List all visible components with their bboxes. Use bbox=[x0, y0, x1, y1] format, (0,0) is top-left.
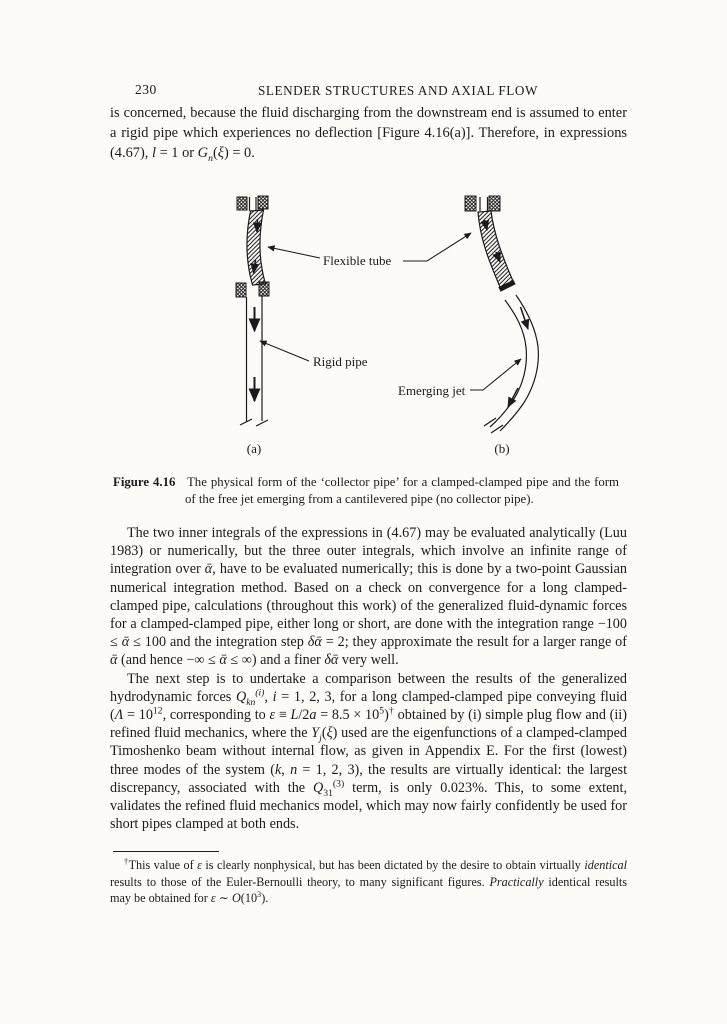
figure-drawing bbox=[110, 195, 627, 461]
footnote bbox=[110, 851, 627, 907]
clamp-block-icon bbox=[237, 197, 247, 210]
figure-annotations bbox=[260, 233, 521, 398]
footnote-text: †This value of ε is clearly nonphysical, but has been dictated by the desire to obtain virtually identical results to those of the Euler-Bernoulli theory, to many significant figures. Practically identical results may be obtained for ε ∼ $O(10^3)$. bbox=[110, 856, 628, 906]
flow-arrow-icon bbox=[257, 219, 258, 232]
clamp-block-icon bbox=[236, 283, 246, 297]
paragraph-comparison: The next step is to undertake a comparison between the results of the generalized hydrodynamic forces $Q_{kn}^{(i)}$, i = 1, 2, 3, for a long clamped-clamped pipe conveying fluid ($\Lambda = 10^{12}$, corresponding to $\varepsilon \equiv L/2a = 8.5 \times 10^5)^\dagger$ obtained by (i) simple plug flow and (ii) refined fluid mechanics, where the $Y_j(\xi)$ used are the eigenfunctions of a clamped-clamped Timoshenko beam without internal flow, as given in Appendix E. For the first (lowest) three modes of the system (k, n = 1, 2, 3), the results are virtually identical: the largest discrepancy, associated with the $Q_{31}^{(3)}$ term, is only 0.023%. This, to some extent, validates the refined fluid mechanics model, which may now fairly confidently be used for short pipes clamped at both ends. bbox=[110, 670, 628, 833]
clamp-block-icon bbox=[489, 196, 500, 211]
figure-sublabel-b: (b) bbox=[494, 441, 510, 456]
break-mark-icon bbox=[484, 418, 496, 426]
running-title: SLENDER STRUCTURES AND AXIAL FLOW bbox=[258, 82, 538, 98]
leader-arrow-icon bbox=[470, 359, 521, 390]
clamp-block-icon bbox=[258, 196, 268, 209]
leader-arrow-icon bbox=[268, 247, 320, 258]
diagram-b bbox=[465, 196, 538, 456]
leader-arrow-icon bbox=[403, 233, 471, 261]
diagram-a bbox=[236, 196, 269, 456]
running-header bbox=[110, 82, 627, 100]
clamp-block-icon bbox=[259, 282, 269, 296]
footnote-rule bbox=[113, 851, 219, 852]
figure-4-16 bbox=[110, 195, 627, 461]
label-flexible-tube: Flexible tube bbox=[323, 253, 392, 268]
label-rigid-pipe: Rigid pipe bbox=[313, 354, 368, 369]
emerging-jet-shape bbox=[490, 300, 526, 427]
flow-arrow-icon bbox=[508, 388, 518, 407]
body-text bbox=[110, 524, 627, 833]
flexible-tube-shape bbox=[478, 211, 513, 287]
page-number: 230 bbox=[135, 82, 157, 97]
flow-arrow-icon bbox=[521, 307, 529, 329]
paragraph-intro: is concerned, because the fluid discharging from the downstream end is assumed to enter a rigid pipe which experiences no deflection [Figure 4.16(a)]. Therefore, in expressions (4.67), l = 1 or $G_n(\xi) = 0$. bbox=[110, 105, 627, 165]
label-emerging-jet: Emerging jet bbox=[398, 383, 466, 398]
leader-arrow-icon bbox=[260, 341, 309, 361]
figure-caption: Figure 4.16 The physical form of the ‘collector pipe’ for a clamped-clamped pipe and the form of the free jet emerging from a cantilevered pipe (no collector pipe). bbox=[113, 475, 619, 506]
clamp-block-icon bbox=[465, 196, 476, 211]
paragraph-integrals: The two inner integrals of the expressions in (4.67) may be evaluated analytically (Luu 1983) or numerically, but the three outer integrals, which involve an infinite range of integration over ᾱ, have to be evaluated numerically; this is done by a two-point Gaussian numerical integration method. Based on a check on convergence for a long clamped-clamped pipe, calculations (throughout this work) of the generalized fluid-dynamic forces for a clamped-clamped pipe, either long or short, are done with the integration range −100 ≤ ᾱ ≤ 100 and the integration step δᾱ = 2; they approximate the result for a larger range of ᾱ (and hence −∞ ≤ ᾱ ≤ ∞) and a finer δᾱ very well. bbox=[110, 525, 628, 669]
figure-sublabel-a: (a) bbox=[246, 441, 262, 456]
flexible-tube-shape bbox=[247, 210, 266, 285]
